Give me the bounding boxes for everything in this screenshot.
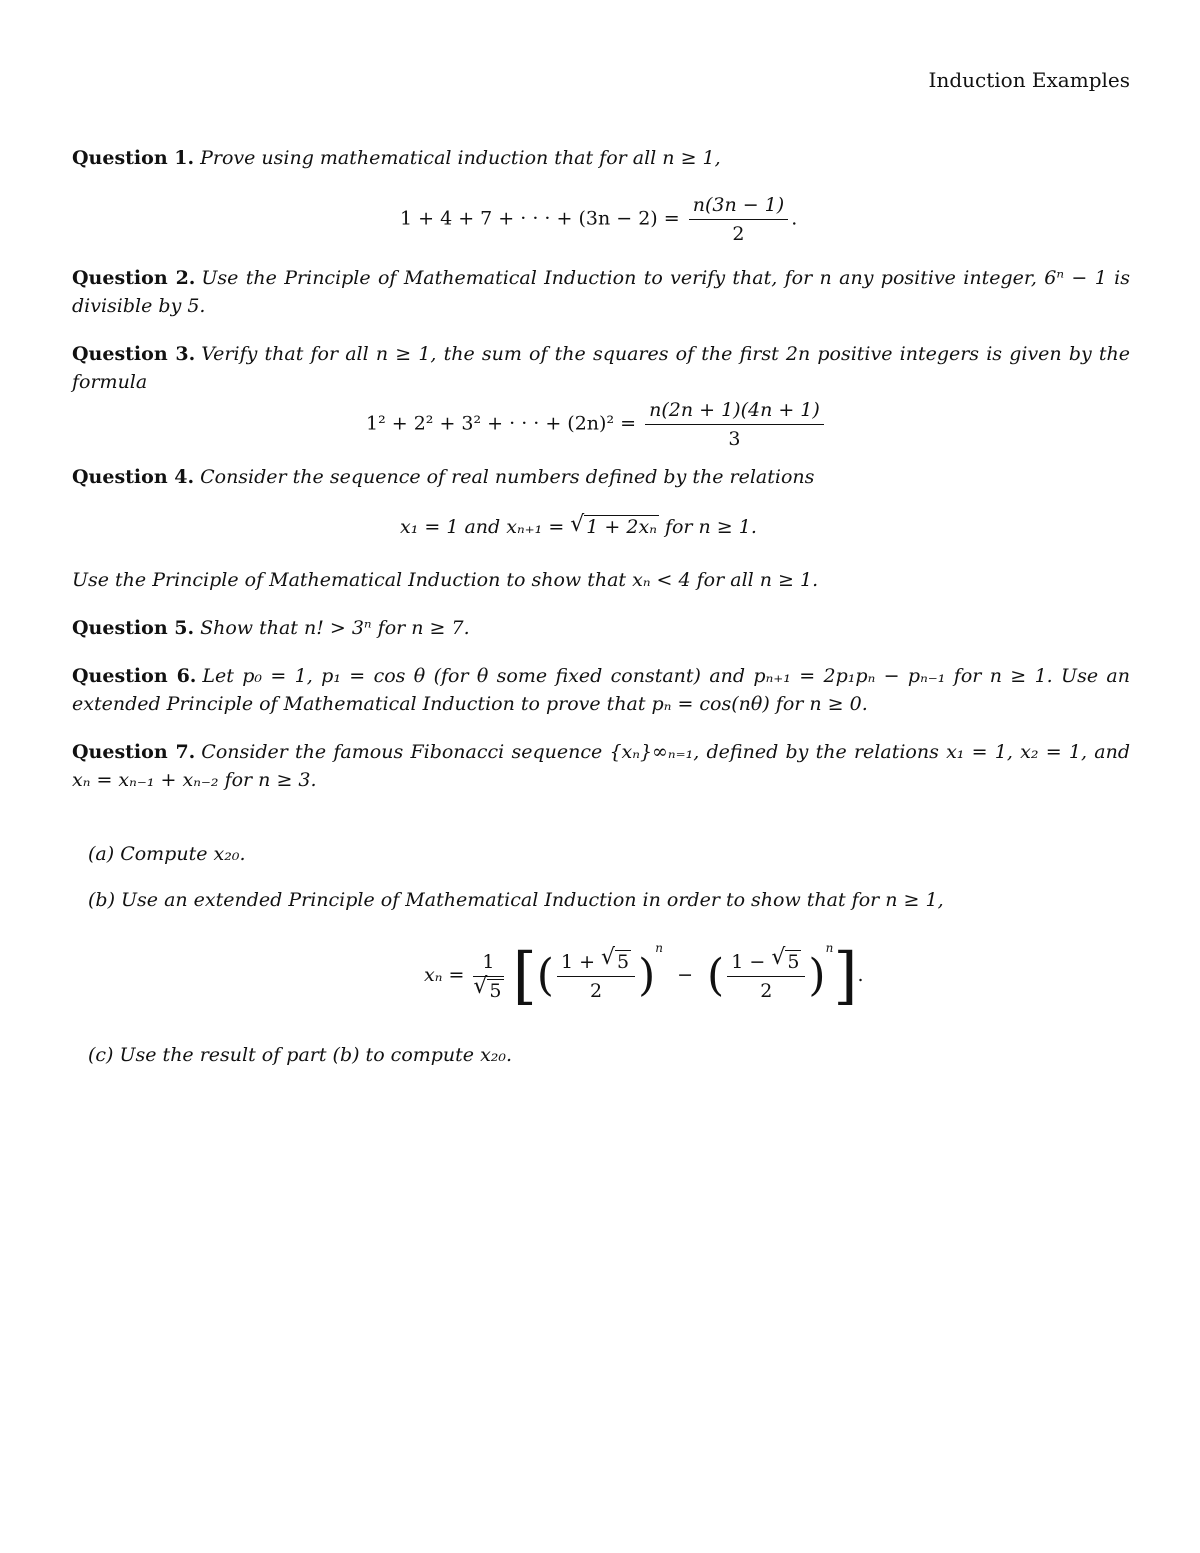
question-text: Prove using mathematical induction that for all n ≥ 1, — [200, 147, 721, 169]
square-root — [570, 512, 659, 538]
q7-part-b: (b) Use an extended Principle of Mathematical Induction in order to show that for n ≥ 1, — [88, 889, 944, 911]
question-label: Question 2. — [72, 267, 196, 289]
fraction-numerator — [727, 944, 805, 977]
square-root — [601, 944, 631, 974]
q4-follow-up: Use the Principle of Mathematical Induction to show that xₙ < 4 for all n ≥ 1. — [72, 569, 819, 591]
fraction — [645, 398, 824, 451]
binet-formula — [424, 935, 864, 1015]
q7-part-c: (c) Use the result of part (b) to compute x₂₀. — [88, 1044, 513, 1066]
question-2 — [72, 264, 1130, 320]
question-text: Use the Principle of Mathematical Induction to verify that, for n any positive integer, 6ⁿ − 1 is divisible by 5. — [72, 267, 1130, 317]
equation-left: x₁ = 1 and xₙ₊₁ = — [400, 516, 565, 538]
minus-sign: − — [677, 964, 693, 986]
fraction-denominator — [473, 973, 503, 1003]
equation-end: . — [791, 207, 798, 230]
question-label: Question 6. — [72, 665, 197, 687]
q7-part-a: (a) Compute x₂₀. — [88, 843, 246, 865]
q3-display-equation — [366, 398, 827, 451]
q1-display-equation — [400, 193, 797, 246]
right-paren: ) — [808, 950, 826, 1001]
equation-right: for n ≥ 1. — [664, 516, 757, 538]
term1-fraction — [557, 944, 635, 1003]
radicand: 5 — [617, 950, 630, 973]
term1-numerator-text: 1 + — [560, 950, 602, 973]
square-root — [771, 944, 801, 974]
question-6 — [72, 662, 1130, 718]
question-3 — [72, 340, 1130, 396]
square-root — [473, 973, 503, 1003]
fraction-denominator: 2 — [589, 979, 603, 1002]
formula-end: . — [857, 964, 864, 986]
right-bracket: ] — [833, 939, 858, 1012]
question-label: Question 1. — [72, 147, 195, 169]
question-text: Let p₀ = 1, p₁ = cos θ (for θ some fixed constant) and pₙ₊₁ = 2p₁pₙ − pₙ₋₁ for n ≥ 1. Use an extended Principle of Mathematical Induction to prove that pₙ = cos(nθ) for n ≥ 0. — [72, 665, 1130, 715]
fraction-denominator: 3 — [728, 428, 741, 450]
fraction — [689, 193, 788, 246]
question-label: Question 4. — [72, 466, 195, 488]
question-text: Show that n! > 3ⁿ for n ≥ 7. — [200, 617, 470, 639]
left-bracket: [ — [512, 939, 537, 1012]
radicand: 5 — [787, 950, 800, 973]
question-label: Question 7. — [72, 741, 196, 763]
left-paren: ( — [707, 950, 725, 1001]
fraction-numerator: n(3n − 1) — [689, 193, 788, 220]
radical-sign: √ — [601, 944, 616, 970]
term2-numerator-text: 1 − — [731, 950, 772, 973]
question-5 — [72, 614, 1130, 642]
equation-lhs: 1² + 2² + 3² + · · · + (2n)² = — [366, 412, 637, 435]
question-1 — [72, 144, 1130, 172]
left-paren: ( — [536, 950, 554, 1001]
radical-sign: √ — [473, 973, 488, 999]
fraction-numerator — [557, 944, 635, 977]
question-label: Question 5. — [72, 617, 195, 639]
question-7 — [72, 738, 1130, 794]
fraction-denominator: 2 — [760, 979, 773, 1002]
term2-fraction — [727, 944, 805, 1003]
question-text: Consider the famous Fibonacci sequence {xₙ}∞ₙ₌₁, defined by the relations x₁ = 1, x₂ = 1, and xₙ = xₙ₋₁ + xₙ₋₂ for n ≥ 3. — [72, 741, 1130, 791]
equation-lhs: 1 + 4 + 7 + · · · + (3n − 2) = — [400, 207, 680, 230]
right-paren: ) — [638, 950, 656, 1001]
fraction-numerator: n(2n + 1)(4n + 1) — [645, 398, 824, 425]
radical-sign: √ — [771, 944, 786, 970]
coefficient-fraction — [473, 950, 503, 1003]
q4-display-equation — [400, 512, 757, 538]
fraction-numerator: 1 — [473, 950, 503, 977]
question-label: Question 3. — [72, 343, 196, 365]
exponent: n — [825, 940, 834, 955]
formula-lhs: xₙ = — [424, 964, 465, 986]
radicand: 1 + 2xₙ — [586, 516, 657, 538]
radicand: 5 — [489, 979, 502, 1002]
fraction-denominator: 2 — [732, 223, 745, 245]
exponent: n — [655, 940, 664, 955]
question-text: Consider the sequence of real numbers defined by the relations — [200, 466, 815, 488]
running-header: Induction Examples — [928, 68, 1130, 92]
question-4 — [72, 463, 1130, 491]
question-text: Verify that for all n ≥ 1, the sum of the squares of the first 2n positive integers is given by the formula — [72, 343, 1130, 393]
radical-sign: √ — [570, 512, 585, 537]
